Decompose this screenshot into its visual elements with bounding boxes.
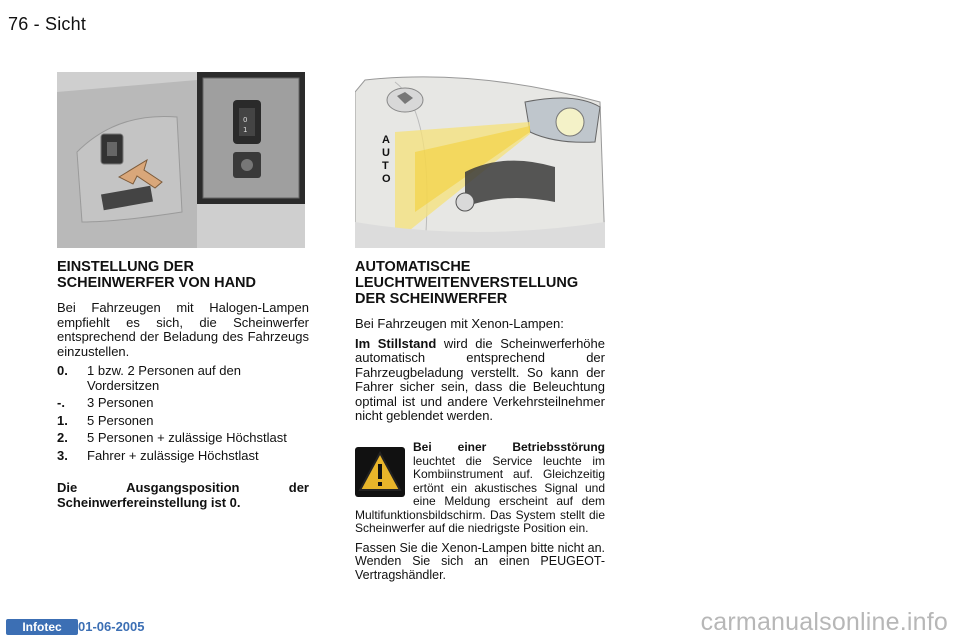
warning-body: leuchtet die Service leuchte im Kombiinstrument auf. Gleichzeitig ertönt ein akustisches Signal und eine Meldung erscheint auf dem Multifunktionsbildschirm. Das System stellt die Scheinwerfer auf die niedrigste Position ein. xyxy=(355,453,605,535)
list-item xyxy=(57,449,309,464)
automatic-adjustment-section xyxy=(355,259,605,429)
svg-text:0: 0 xyxy=(243,116,248,124)
page-header: 76 - Sicht xyxy=(8,14,87,34)
malfunction-warning xyxy=(355,441,605,587)
closing-note: Fassen Sie die Xenon-Lampen bitte nicht an. Wenden Sie sich an einen PEUGEOT-Vertragshändler. xyxy=(355,540,605,582)
list-item xyxy=(57,396,309,411)
list-item xyxy=(57,431,309,446)
list-item-key: 1. xyxy=(57,412,68,428)
xenon-intro: Bei Fahrzeugen mit Xenon-Lampen: xyxy=(355,316,564,331)
standstill-text: wird die Scheinwerferhöhe automatisch entsprechend der Fahrzeugbeladung verstellt. So kann der Fahrer sicher sein, dass die Beleuchtung optimal ist und andere Verkehrsteilnehmer nicht geblendet werden. xyxy=(355,335,605,423)
infotec-logo: Infotec xyxy=(6,619,78,635)
svg-text:1: 1 xyxy=(243,126,248,134)
list-item xyxy=(57,364,309,393)
standstill-paragraph xyxy=(355,337,605,424)
starting-position-note: Die Ausgangsposition der Scheinwerfereinstellung ist 0. xyxy=(57,480,309,510)
headlamp-adjuster-svg xyxy=(57,72,305,248)
car-headlight-illustration xyxy=(355,72,605,248)
warning-title: Bei einer Betriebsstörung xyxy=(413,440,605,454)
automatic-adjustment-title: AUTOMATISCHE LEUCHTWEITENVERSTELLUNG DER SCHEINWERFER xyxy=(355,259,579,307)
list-item-key: 0. xyxy=(57,363,68,378)
list-item-key: 2. xyxy=(57,430,68,445)
list-item-text: 5 Personen xyxy=(87,412,154,428)
list-item-key: 3. xyxy=(57,447,68,463)
load-positions-list xyxy=(57,364,309,463)
footer-date: 01-06-2005 xyxy=(78,619,145,634)
manual-adjustment-section xyxy=(57,259,309,515)
standstill-bold: Im Stillstand xyxy=(355,335,437,351)
list-item xyxy=(57,414,309,429)
warning-triangle-icon xyxy=(355,447,405,497)
manual-adjustment-intro: Bei Fahrzeugen mit Halogen-Lampen empfiehlt es sich, die Scheinwerfer entsprechend der Beladung des Fahrzeugs einzustellen. xyxy=(57,300,309,359)
auto-label: AUTO xyxy=(382,134,391,185)
list-item-text: 3 Personen xyxy=(87,395,154,410)
watermark: carmanualsonline.info xyxy=(700,608,948,636)
list-item-text: 5 Personen + zulässige Höchstlast xyxy=(87,430,287,445)
list-item-text: 1 bzw. 2 Personen auf den Vordersitzen xyxy=(87,363,241,393)
list-item-text: Fahrer + zulässige Höchstlast xyxy=(87,447,259,463)
list-item-key: -. xyxy=(57,395,65,410)
manual-adjustment-title: EINSTELLUNG DER SCHEINWERFER VON HAND xyxy=(57,259,256,291)
headlamp-adjuster-illustration xyxy=(57,72,305,248)
